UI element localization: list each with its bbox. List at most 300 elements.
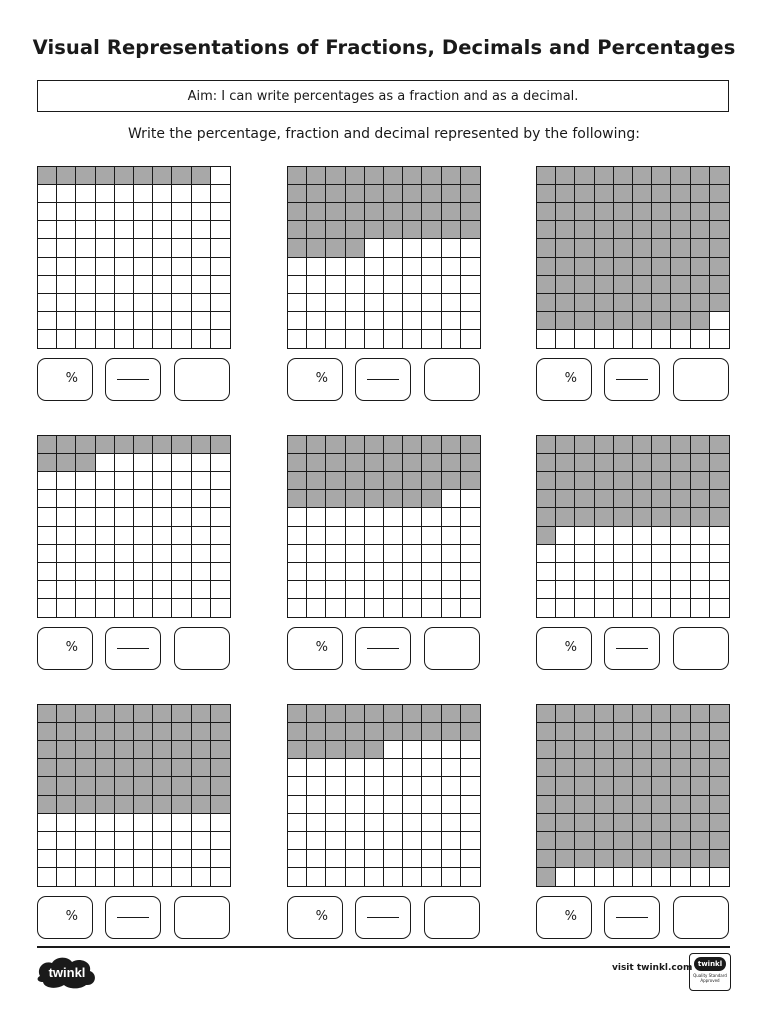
percentage-answer-box[interactable] (287, 627, 343, 670)
shaded-square (691, 705, 710, 723)
unshaded-square (96, 221, 115, 239)
decimal-answer-box[interactable] (174, 358, 230, 401)
unshaded-square (192, 850, 211, 868)
unshaded-square (288, 258, 307, 276)
unshaded-square (461, 294, 480, 312)
unshaded-square (422, 276, 441, 294)
unshaded-square (537, 545, 556, 563)
shaded-square (614, 832, 633, 850)
shaded-square (556, 167, 575, 185)
decimal-answer-box[interactable] (174, 627, 230, 670)
shaded-square (614, 814, 633, 832)
percent-symbol: % (564, 640, 577, 655)
unshaded-square (556, 599, 575, 617)
unshaded-square (614, 563, 633, 581)
unshaded-square (365, 294, 384, 312)
shaded-square (422, 454, 441, 472)
percent-symbol: % (65, 640, 78, 655)
shaded-square (556, 741, 575, 759)
unshaded-square (307, 508, 326, 526)
unshaded-square (461, 258, 480, 276)
unshaded-square (76, 490, 95, 508)
decimal-answer-box[interactable] (673, 358, 729, 401)
shaded-square (710, 741, 729, 759)
unshaded-square (384, 814, 403, 832)
shaded-square (172, 796, 191, 814)
shaded-square (211, 796, 230, 814)
shaded-square (710, 167, 729, 185)
shaded-square (614, 203, 633, 221)
shaded-square (614, 454, 633, 472)
shaded-square (710, 796, 729, 814)
fraction-line (367, 917, 399, 918)
unshaded-square (211, 472, 230, 490)
shaded-square (710, 832, 729, 850)
unshaded-square (288, 759, 307, 777)
percentage-answer-box[interactable] (536, 896, 592, 939)
shaded-square (153, 777, 172, 795)
shaded-square (365, 454, 384, 472)
shaded-square (153, 705, 172, 723)
unshaded-square (57, 563, 76, 581)
problem-5 (287, 435, 483, 673)
shaded-square (461, 454, 480, 472)
fraction-answer-box[interactable] (105, 627, 161, 670)
unshaded-square (38, 814, 57, 832)
shaded-square (537, 527, 556, 545)
unshaded-square (153, 258, 172, 276)
unshaded-square (537, 581, 556, 599)
unshaded-square (633, 330, 652, 348)
shaded-square (288, 221, 307, 239)
unshaded-square (652, 868, 671, 886)
shaded-square (172, 759, 191, 777)
unshaded-square (172, 563, 191, 581)
unshaded-square (288, 294, 307, 312)
unshaded-square (595, 330, 614, 348)
shaded-square (633, 454, 652, 472)
shaded-square (326, 705, 345, 723)
shaded-square (326, 221, 345, 239)
shaded-square (192, 741, 211, 759)
unshaded-square (172, 490, 191, 508)
shaded-square (556, 850, 575, 868)
unshaded-square (192, 832, 211, 850)
shaded-square (134, 705, 153, 723)
hundred-square-grid (536, 704, 730, 887)
shaded-square (556, 276, 575, 294)
shaded-square (652, 741, 671, 759)
unshaded-square (211, 508, 230, 526)
percentage-answer-box[interactable] (37, 627, 93, 670)
shaded-square (384, 203, 403, 221)
shaded-square (461, 705, 480, 723)
shaded-square (575, 472, 594, 490)
unshaded-square (442, 741, 461, 759)
unshaded-square (153, 850, 172, 868)
shaded-square (442, 454, 461, 472)
unshaded-square (326, 868, 345, 886)
unshaded-square (461, 759, 480, 777)
unshaded-square (461, 868, 480, 886)
shaded-square (461, 472, 480, 490)
decimal-answer-box[interactable] (174, 896, 230, 939)
unshaded-square (192, 472, 211, 490)
unshaded-square (595, 581, 614, 599)
unshaded-square (671, 581, 690, 599)
shaded-square (211, 759, 230, 777)
unshaded-square (307, 850, 326, 868)
shaded-square (346, 203, 365, 221)
shaded-square (575, 741, 594, 759)
unshaded-square (211, 563, 230, 581)
unshaded-square (153, 545, 172, 563)
shaded-square (384, 472, 403, 490)
shaded-square (537, 705, 556, 723)
unshaded-square (307, 777, 326, 795)
shaded-square (575, 814, 594, 832)
unshaded-square (96, 850, 115, 868)
shaded-square (652, 705, 671, 723)
problem-4 (37, 435, 233, 673)
unshaded-square (422, 563, 441, 581)
unshaded-square (365, 850, 384, 868)
shaded-square (38, 436, 57, 454)
unshaded-square (384, 741, 403, 759)
unshaded-square (422, 239, 441, 257)
decimal-answer-box[interactable] (424, 627, 480, 670)
unshaded-square (115, 454, 134, 472)
unshaded-square (192, 276, 211, 294)
unshaded-square (153, 221, 172, 239)
unshaded-square (461, 545, 480, 563)
shaded-square (422, 705, 441, 723)
unshaded-square (192, 330, 211, 348)
shaded-square (595, 832, 614, 850)
shaded-square (172, 741, 191, 759)
unshaded-square (38, 850, 57, 868)
unshaded-square (38, 258, 57, 276)
shaded-square (57, 454, 76, 472)
fraction-answer-box[interactable] (355, 896, 411, 939)
unshaded-square (307, 796, 326, 814)
shaded-square (595, 777, 614, 795)
unshaded-square (326, 563, 345, 581)
unshaded-square (192, 221, 211, 239)
unshaded-square (288, 508, 307, 526)
shaded-square (710, 294, 729, 312)
unshaded-square (403, 330, 422, 348)
shaded-square (76, 436, 95, 454)
shaded-square (461, 203, 480, 221)
fraction-answer-box[interactable] (604, 358, 660, 401)
shaded-square (691, 221, 710, 239)
unshaded-square (461, 508, 480, 526)
unshaded-square (442, 759, 461, 777)
percent-symbol: % (315, 640, 328, 655)
problem-6 (536, 435, 732, 673)
shaded-square (595, 312, 614, 330)
shaded-square (595, 490, 614, 508)
shaded-square (172, 167, 191, 185)
unshaded-square (614, 330, 633, 348)
shaded-square (537, 777, 556, 795)
unshaded-square (307, 814, 326, 832)
unshaded-square (288, 276, 307, 294)
aim-text: Aim: I can write percentages as a fraction and as a decimal. (187, 88, 579, 104)
shaded-square (442, 221, 461, 239)
shaded-square (556, 472, 575, 490)
shaded-square (326, 723, 345, 741)
unshaded-square (115, 312, 134, 330)
shaded-square (461, 221, 480, 239)
shaded-square (365, 723, 384, 741)
shaded-square (115, 167, 134, 185)
percentage-answer-box[interactable] (287, 896, 343, 939)
decimal-answer-box[interactable] (424, 896, 480, 939)
unshaded-square (461, 276, 480, 294)
unshaded-square (192, 508, 211, 526)
unshaded-square (346, 599, 365, 617)
unshaded-square (365, 239, 384, 257)
unshaded-square (346, 832, 365, 850)
unshaded-square (384, 330, 403, 348)
shaded-square (710, 759, 729, 777)
unshaded-square (38, 185, 57, 203)
shaded-square (288, 239, 307, 257)
unshaded-square (211, 312, 230, 330)
shaded-square (691, 294, 710, 312)
unshaded-square (326, 599, 345, 617)
unshaded-square (442, 581, 461, 599)
fraction-line (616, 648, 648, 649)
unshaded-square (671, 868, 690, 886)
hundred-square-grid (536, 166, 730, 349)
shaded-square (537, 276, 556, 294)
shaded-square (38, 759, 57, 777)
unshaded-square (710, 312, 729, 330)
shaded-square (365, 490, 384, 508)
unshaded-square (172, 814, 191, 832)
hundred-square-grid (536, 435, 730, 618)
unshaded-square (57, 832, 76, 850)
unshaded-square (442, 814, 461, 832)
shaded-square (691, 723, 710, 741)
unshaded-square (691, 545, 710, 563)
shaded-square (346, 490, 365, 508)
unshaded-square (403, 759, 422, 777)
unshaded-square (403, 508, 422, 526)
shaded-square (575, 185, 594, 203)
shaded-square (671, 723, 690, 741)
shaded-square (172, 723, 191, 741)
shaded-square (633, 185, 652, 203)
percentage-answer-box[interactable] (287, 358, 343, 401)
unshaded-square (96, 599, 115, 617)
unshaded-square (115, 258, 134, 276)
shaded-square (614, 796, 633, 814)
unshaded-square (211, 276, 230, 294)
answer-boxes (37, 358, 233, 402)
shaded-square (556, 454, 575, 472)
unshaded-square (153, 832, 172, 850)
shaded-square (595, 454, 614, 472)
shaded-square (614, 472, 633, 490)
unshaded-square (326, 777, 345, 795)
unshaded-square (211, 221, 230, 239)
unshaded-square (442, 563, 461, 581)
unshaded-square (365, 599, 384, 617)
unshaded-square (96, 258, 115, 276)
unshaded-square (710, 330, 729, 348)
shaded-square (575, 796, 594, 814)
unshaded-square (115, 490, 134, 508)
shaded-square (211, 436, 230, 454)
unshaded-square (307, 545, 326, 563)
unshaded-square (422, 599, 441, 617)
shaded-square (134, 796, 153, 814)
fraction-answer-box[interactable] (604, 896, 660, 939)
shaded-square (384, 723, 403, 741)
shaded-square (671, 258, 690, 276)
shaded-square (76, 705, 95, 723)
fraction-answer-box[interactable] (105, 358, 161, 401)
percentage-answer-box[interactable] (37, 896, 93, 939)
unshaded-square (134, 832, 153, 850)
unshaded-square (346, 850, 365, 868)
shaded-square (710, 723, 729, 741)
unshaded-square (633, 599, 652, 617)
decimal-answer-box[interactable] (424, 358, 480, 401)
shaded-square (153, 759, 172, 777)
unshaded-square (76, 239, 95, 257)
shaded-square (652, 203, 671, 221)
unshaded-square (76, 563, 95, 581)
unshaded-square (153, 454, 172, 472)
fraction-answer-box[interactable] (604, 627, 660, 670)
unshaded-square (307, 312, 326, 330)
shaded-square (96, 167, 115, 185)
unshaded-square (192, 527, 211, 545)
unshaded-square (384, 258, 403, 276)
shaded-square (422, 185, 441, 203)
unshaded-square (76, 581, 95, 599)
fraction-answer-box[interactable] (355, 627, 411, 670)
unshaded-square (422, 832, 441, 850)
unshaded-square (96, 239, 115, 257)
unshaded-square (288, 850, 307, 868)
shaded-square (96, 741, 115, 759)
shaded-square (595, 203, 614, 221)
unshaded-square (134, 330, 153, 348)
shaded-square (442, 203, 461, 221)
shaded-square (556, 777, 575, 795)
unshaded-square (115, 599, 134, 617)
unshaded-square (326, 545, 345, 563)
shaded-square (671, 741, 690, 759)
shaded-square (422, 472, 441, 490)
unshaded-square (365, 777, 384, 795)
shaded-square (346, 723, 365, 741)
shaded-square (691, 258, 710, 276)
unshaded-square (556, 330, 575, 348)
unshaded-square (288, 527, 307, 545)
shaded-square (595, 759, 614, 777)
unshaded-square (422, 508, 441, 526)
visit-link[interactable]: visit twinkl.com (612, 963, 693, 973)
decimal-answer-box[interactable] (673, 896, 729, 939)
unshaded-square (346, 814, 365, 832)
unshaded-square (153, 581, 172, 599)
unshaded-square (57, 814, 76, 832)
hundred-square-grid (287, 166, 481, 349)
shaded-square (96, 723, 115, 741)
unshaded-square (57, 508, 76, 526)
percentage-answer-box[interactable] (536, 627, 592, 670)
unshaded-square (403, 312, 422, 330)
unshaded-square (172, 581, 191, 599)
unshaded-square (384, 563, 403, 581)
shaded-square (76, 454, 95, 472)
shaded-square (633, 741, 652, 759)
shaded-square (595, 508, 614, 526)
shaded-square (326, 167, 345, 185)
unshaded-square (76, 221, 95, 239)
unshaded-square (115, 814, 134, 832)
shaded-square (403, 472, 422, 490)
unshaded-square (153, 868, 172, 886)
shaded-square (575, 759, 594, 777)
unshaded-square (365, 258, 384, 276)
unshaded-square (384, 545, 403, 563)
unshaded-square (96, 868, 115, 886)
shaded-square (57, 777, 76, 795)
unshaded-square (537, 563, 556, 581)
shaded-square (288, 203, 307, 221)
shaded-square (307, 454, 326, 472)
unshaded-square (211, 185, 230, 203)
fraction-answer-box[interactable] (355, 358, 411, 401)
unshaded-square (192, 490, 211, 508)
fraction-answer-box[interactable] (105, 896, 161, 939)
shaded-square (38, 723, 57, 741)
unshaded-square (326, 527, 345, 545)
unshaded-square (115, 276, 134, 294)
unshaded-square (422, 814, 441, 832)
unshaded-square (115, 527, 134, 545)
shaded-square (614, 239, 633, 257)
shaded-square (691, 832, 710, 850)
shaded-square (633, 850, 652, 868)
shaded-square (652, 436, 671, 454)
percentage-answer-box[interactable] (37, 358, 93, 401)
shaded-square (652, 777, 671, 795)
shaded-square (403, 436, 422, 454)
unshaded-square (326, 832, 345, 850)
unshaded-square (422, 545, 441, 563)
percentage-answer-box[interactable] (536, 358, 592, 401)
unshaded-square (403, 258, 422, 276)
shaded-square (537, 312, 556, 330)
shaded-square (691, 276, 710, 294)
shaded-square (346, 705, 365, 723)
unshaded-square (76, 599, 95, 617)
unshaded-square (691, 599, 710, 617)
decimal-answer-box[interactable] (673, 627, 729, 670)
unshaded-square (691, 581, 710, 599)
unshaded-square (38, 832, 57, 850)
shaded-square (422, 203, 441, 221)
